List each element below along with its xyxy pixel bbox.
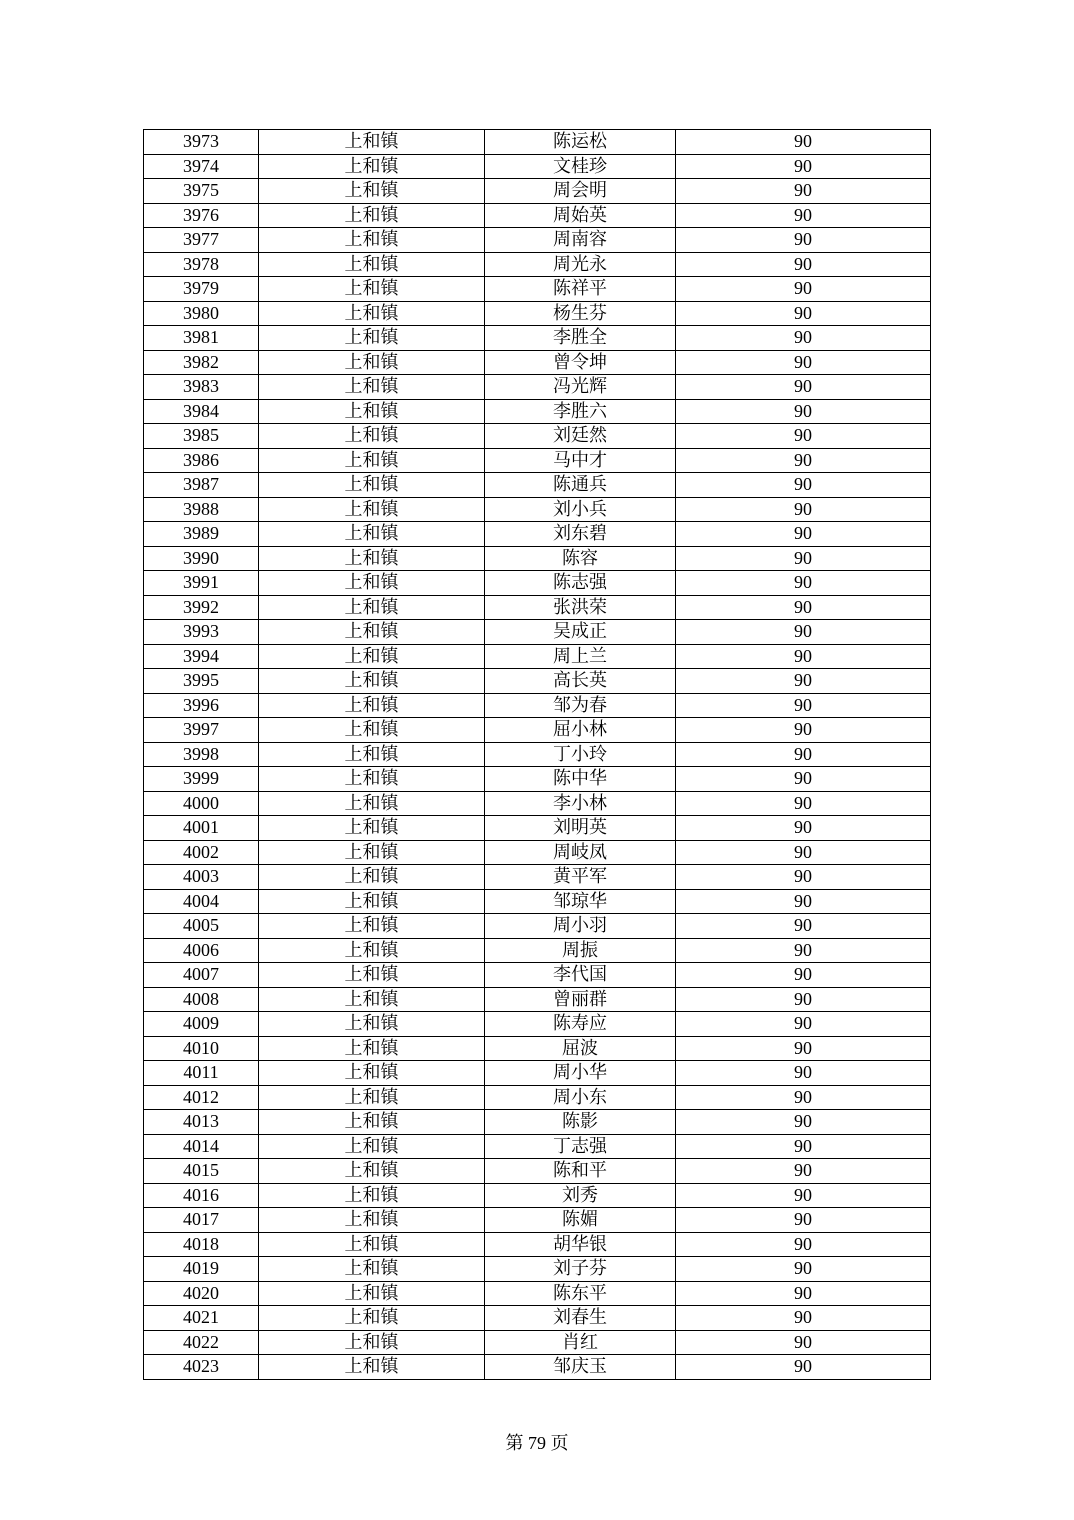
value-cell: 90 bbox=[676, 865, 931, 890]
town-cell: 上和镇 bbox=[259, 277, 485, 302]
name-cell: 周振 bbox=[485, 938, 676, 963]
value-cell: 90 bbox=[676, 497, 931, 522]
name-cell: 陈和平 bbox=[485, 1159, 676, 1184]
value-cell: 90 bbox=[676, 669, 931, 694]
name-cell: 陈寿应 bbox=[485, 1012, 676, 1037]
town-cell: 上和镇 bbox=[259, 1208, 485, 1233]
name-cell: 陈运松 bbox=[485, 130, 676, 155]
town-cell: 上和镇 bbox=[259, 179, 485, 204]
name-cell: 杨生芬 bbox=[485, 301, 676, 326]
table-row bbox=[144, 595, 931, 620]
town-cell: 上和镇 bbox=[259, 1036, 485, 1061]
town-cell: 上和镇 bbox=[259, 130, 485, 155]
name-cell: 周小羽 bbox=[485, 914, 676, 939]
town-cell: 上和镇 bbox=[259, 546, 485, 571]
value-cell: 90 bbox=[676, 375, 931, 400]
table-row bbox=[144, 154, 931, 179]
table-row bbox=[144, 1036, 931, 1061]
name-cell: 刘明英 bbox=[485, 816, 676, 841]
town-cell: 上和镇 bbox=[259, 522, 485, 547]
table-row bbox=[144, 546, 931, 571]
name-cell: 刘廷然 bbox=[485, 424, 676, 449]
row-number-cell: 4015 bbox=[144, 1159, 259, 1184]
value-cell: 90 bbox=[676, 154, 931, 179]
table-row bbox=[144, 1306, 931, 1331]
name-cell: 曾令坤 bbox=[485, 350, 676, 375]
name-cell: 陈影 bbox=[485, 1110, 676, 1135]
table-row bbox=[144, 228, 931, 253]
name-cell: 周岐凤 bbox=[485, 840, 676, 865]
town-cell: 上和镇 bbox=[259, 644, 485, 669]
row-number-cell: 4011 bbox=[144, 1061, 259, 1086]
name-cell: 周会明 bbox=[485, 179, 676, 204]
table-row bbox=[144, 1134, 931, 1159]
row-number-cell: 4019 bbox=[144, 1257, 259, 1282]
table-row bbox=[144, 644, 931, 669]
value-cell: 90 bbox=[676, 963, 931, 988]
table-row bbox=[144, 179, 931, 204]
name-cell: 周光永 bbox=[485, 252, 676, 277]
value-cell: 90 bbox=[676, 1355, 931, 1380]
table-row bbox=[144, 1257, 931, 1282]
name-cell: 屈小林 bbox=[485, 718, 676, 743]
row-number-cell: 3982 bbox=[144, 350, 259, 375]
row-number-cell: 4018 bbox=[144, 1232, 259, 1257]
town-cell: 上和镇 bbox=[259, 154, 485, 179]
value-cell: 90 bbox=[676, 473, 931, 498]
town-cell: 上和镇 bbox=[259, 448, 485, 473]
row-number-cell: 3986 bbox=[144, 448, 259, 473]
table-row bbox=[144, 1208, 931, 1233]
row-number-cell: 3990 bbox=[144, 546, 259, 571]
row-number-cell: 4003 bbox=[144, 865, 259, 890]
name-cell: 周南容 bbox=[485, 228, 676, 253]
name-cell: 张洪荣 bbox=[485, 595, 676, 620]
name-cell: 吴成正 bbox=[485, 620, 676, 645]
town-cell: 上和镇 bbox=[259, 252, 485, 277]
value-cell: 90 bbox=[676, 914, 931, 939]
town-cell: 上和镇 bbox=[259, 914, 485, 939]
value-cell: 90 bbox=[676, 620, 931, 645]
table-row bbox=[144, 424, 931, 449]
row-number-cell: 3999 bbox=[144, 767, 259, 792]
town-cell: 上和镇 bbox=[259, 987, 485, 1012]
row-number-cell: 4006 bbox=[144, 938, 259, 963]
town-cell: 上和镇 bbox=[259, 1061, 485, 1086]
row-number-cell: 4016 bbox=[144, 1183, 259, 1208]
town-cell: 上和镇 bbox=[259, 693, 485, 718]
table-row bbox=[144, 693, 931, 718]
name-cell: 黄平军 bbox=[485, 865, 676, 890]
value-cell: 90 bbox=[676, 1036, 931, 1061]
table-row bbox=[144, 938, 931, 963]
row-number-cell: 4012 bbox=[144, 1085, 259, 1110]
value-cell: 90 bbox=[676, 1306, 931, 1331]
row-number-cell: 3993 bbox=[144, 620, 259, 645]
name-cell: 周始英 bbox=[485, 203, 676, 228]
row-number-cell: 4008 bbox=[144, 987, 259, 1012]
row-number-cell: 3994 bbox=[144, 644, 259, 669]
table-row bbox=[144, 718, 931, 743]
value-cell: 90 bbox=[676, 767, 931, 792]
value-cell: 90 bbox=[676, 1281, 931, 1306]
table-row bbox=[144, 522, 931, 547]
table-row bbox=[144, 620, 931, 645]
value-cell: 90 bbox=[676, 203, 931, 228]
name-cell: 李胜六 bbox=[485, 399, 676, 424]
value-cell: 90 bbox=[676, 791, 931, 816]
town-cell: 上和镇 bbox=[259, 203, 485, 228]
table-row bbox=[144, 816, 931, 841]
value-cell: 90 bbox=[676, 130, 931, 155]
value-cell: 90 bbox=[676, 938, 931, 963]
table-row bbox=[144, 865, 931, 890]
table-row bbox=[144, 840, 931, 865]
row-number-cell: 3983 bbox=[144, 375, 259, 400]
name-cell: 陈容 bbox=[485, 546, 676, 571]
table-row bbox=[144, 326, 931, 351]
table-row bbox=[144, 571, 931, 596]
name-cell: 胡华银 bbox=[485, 1232, 676, 1257]
value-cell: 90 bbox=[676, 1232, 931, 1257]
name-cell: 邹庆玉 bbox=[485, 1355, 676, 1380]
value-cell: 90 bbox=[676, 1134, 931, 1159]
row-number-cell: 3977 bbox=[144, 228, 259, 253]
town-cell: 上和镇 bbox=[259, 301, 485, 326]
value-cell: 90 bbox=[676, 742, 931, 767]
town-cell: 上和镇 bbox=[259, 1355, 485, 1380]
table-row bbox=[144, 375, 931, 400]
value-cell: 90 bbox=[676, 987, 931, 1012]
value-cell: 90 bbox=[676, 350, 931, 375]
table-row bbox=[144, 1330, 931, 1355]
table-row bbox=[144, 277, 931, 302]
row-number-cell: 4021 bbox=[144, 1306, 259, 1331]
name-cell: 陈志强 bbox=[485, 571, 676, 596]
row-number-cell: 3975 bbox=[144, 179, 259, 204]
table-row bbox=[144, 1183, 931, 1208]
name-cell: 陈媚 bbox=[485, 1208, 676, 1233]
table-row bbox=[144, 963, 931, 988]
value-cell: 90 bbox=[676, 1085, 931, 1110]
row-number-cell: 3998 bbox=[144, 742, 259, 767]
value-cell: 90 bbox=[676, 840, 931, 865]
name-cell: 刘小兵 bbox=[485, 497, 676, 522]
name-cell: 陈祥平 bbox=[485, 277, 676, 302]
value-cell: 90 bbox=[676, 252, 931, 277]
row-number-cell: 4022 bbox=[144, 1330, 259, 1355]
town-cell: 上和镇 bbox=[259, 669, 485, 694]
row-number-cell: 4001 bbox=[144, 816, 259, 841]
name-cell: 周小东 bbox=[485, 1085, 676, 1110]
table-row bbox=[144, 1061, 931, 1086]
town-cell: 上和镇 bbox=[259, 1330, 485, 1355]
row-number-cell: 3989 bbox=[144, 522, 259, 547]
town-cell: 上和镇 bbox=[259, 963, 485, 988]
name-cell: 李代国 bbox=[485, 963, 676, 988]
value-cell: 90 bbox=[676, 1159, 931, 1184]
town-cell: 上和镇 bbox=[259, 326, 485, 351]
town-cell: 上和镇 bbox=[259, 1281, 485, 1306]
row-number-cell: 3996 bbox=[144, 693, 259, 718]
town-cell: 上和镇 bbox=[259, 350, 485, 375]
town-cell: 上和镇 bbox=[259, 375, 485, 400]
value-cell: 90 bbox=[676, 399, 931, 424]
town-cell: 上和镇 bbox=[259, 1159, 485, 1184]
value-cell: 90 bbox=[676, 1061, 931, 1086]
row-number-cell: 3987 bbox=[144, 473, 259, 498]
row-number-cell: 4017 bbox=[144, 1208, 259, 1233]
town-cell: 上和镇 bbox=[259, 1012, 485, 1037]
row-number-cell: 3974 bbox=[144, 154, 259, 179]
name-cell: 李小林 bbox=[485, 791, 676, 816]
row-number-cell: 4000 bbox=[144, 791, 259, 816]
row-number-cell: 3992 bbox=[144, 595, 259, 620]
town-cell: 上和镇 bbox=[259, 571, 485, 596]
name-cell: 冯光辉 bbox=[485, 375, 676, 400]
town-cell: 上和镇 bbox=[259, 1257, 485, 1282]
value-cell: 90 bbox=[676, 228, 931, 253]
table-row bbox=[144, 767, 931, 792]
name-cell: 刘子芬 bbox=[485, 1257, 676, 1282]
town-cell: 上和镇 bbox=[259, 791, 485, 816]
town-cell: 上和镇 bbox=[259, 1085, 485, 1110]
name-cell: 肖红 bbox=[485, 1330, 676, 1355]
name-cell: 丁小玲 bbox=[485, 742, 676, 767]
table-row bbox=[144, 914, 931, 939]
town-cell: 上和镇 bbox=[259, 938, 485, 963]
value-cell: 90 bbox=[676, 1208, 931, 1233]
value-cell: 90 bbox=[676, 718, 931, 743]
town-cell: 上和镇 bbox=[259, 816, 485, 841]
name-cell: 李胜全 bbox=[485, 326, 676, 351]
value-cell: 90 bbox=[676, 1012, 931, 1037]
town-cell: 上和镇 bbox=[259, 1110, 485, 1135]
row-number-cell: 3979 bbox=[144, 277, 259, 302]
name-cell: 陈通兵 bbox=[485, 473, 676, 498]
table-row bbox=[144, 1085, 931, 1110]
name-cell: 周小华 bbox=[485, 1061, 676, 1086]
row-number-cell: 3995 bbox=[144, 669, 259, 694]
row-number-cell: 3988 bbox=[144, 497, 259, 522]
data-table bbox=[143, 129, 931, 1380]
name-cell: 邹为春 bbox=[485, 693, 676, 718]
row-number-cell: 4007 bbox=[144, 963, 259, 988]
value-cell: 90 bbox=[676, 448, 931, 473]
name-cell: 屈波 bbox=[485, 1036, 676, 1061]
table-row bbox=[144, 889, 931, 914]
table-row bbox=[144, 1232, 931, 1257]
row-number-cell: 3991 bbox=[144, 571, 259, 596]
row-number-cell: 4023 bbox=[144, 1355, 259, 1380]
town-cell: 上和镇 bbox=[259, 1183, 485, 1208]
table-row bbox=[144, 497, 931, 522]
name-cell: 刘春生 bbox=[485, 1306, 676, 1331]
value-cell: 90 bbox=[676, 301, 931, 326]
name-cell: 高长英 bbox=[485, 669, 676, 694]
value-cell: 90 bbox=[676, 1330, 931, 1355]
row-number-cell: 3984 bbox=[144, 399, 259, 424]
town-cell: 上和镇 bbox=[259, 1232, 485, 1257]
name-cell: 周上兰 bbox=[485, 644, 676, 669]
value-cell: 90 bbox=[676, 522, 931, 547]
town-cell: 上和镇 bbox=[259, 889, 485, 914]
name-cell: 刘秀 bbox=[485, 1183, 676, 1208]
table-row bbox=[144, 252, 931, 277]
town-cell: 上和镇 bbox=[259, 620, 485, 645]
value-cell: 90 bbox=[676, 1257, 931, 1282]
table-row bbox=[144, 203, 931, 228]
table-row bbox=[144, 399, 931, 424]
town-cell: 上和镇 bbox=[259, 742, 485, 767]
town-cell: 上和镇 bbox=[259, 840, 485, 865]
name-cell: 丁志强 bbox=[485, 1134, 676, 1159]
table-row bbox=[144, 742, 931, 767]
table-row bbox=[144, 987, 931, 1012]
row-number-cell: 4009 bbox=[144, 1012, 259, 1037]
value-cell: 90 bbox=[676, 1110, 931, 1135]
value-cell: 90 bbox=[676, 571, 931, 596]
row-number-cell: 4005 bbox=[144, 914, 259, 939]
row-number-cell: 3978 bbox=[144, 252, 259, 277]
row-number-cell: 4002 bbox=[144, 840, 259, 865]
table-row bbox=[144, 791, 931, 816]
town-cell: 上和镇 bbox=[259, 497, 485, 522]
town-cell: 上和镇 bbox=[259, 767, 485, 792]
table-body bbox=[144, 130, 931, 1380]
table-row bbox=[144, 350, 931, 375]
row-number-cell: 4020 bbox=[144, 1281, 259, 1306]
row-number-cell: 3985 bbox=[144, 424, 259, 449]
value-cell: 90 bbox=[676, 644, 931, 669]
row-number-cell: 3973 bbox=[144, 130, 259, 155]
town-cell: 上和镇 bbox=[259, 424, 485, 449]
value-cell: 90 bbox=[676, 1183, 931, 1208]
value-cell: 90 bbox=[676, 179, 931, 204]
row-number-cell: 3997 bbox=[144, 718, 259, 743]
row-number-cell: 3980 bbox=[144, 301, 259, 326]
name-cell: 刘东碧 bbox=[485, 522, 676, 547]
table-row bbox=[144, 1012, 931, 1037]
value-cell: 90 bbox=[676, 816, 931, 841]
name-cell: 陈中华 bbox=[485, 767, 676, 792]
name-cell: 马中才 bbox=[485, 448, 676, 473]
value-cell: 90 bbox=[676, 595, 931, 620]
value-cell: 90 bbox=[676, 424, 931, 449]
town-cell: 上和镇 bbox=[259, 228, 485, 253]
name-cell: 邹琼华 bbox=[485, 889, 676, 914]
value-cell: 90 bbox=[676, 277, 931, 302]
page-number: 第 79 页 bbox=[505, 1433, 569, 1453]
name-cell: 陈东平 bbox=[485, 1281, 676, 1306]
value-cell: 90 bbox=[676, 693, 931, 718]
table-row bbox=[144, 301, 931, 326]
table-row bbox=[144, 1110, 931, 1135]
row-number-cell: 4013 bbox=[144, 1110, 259, 1135]
name-cell: 曾丽群 bbox=[485, 987, 676, 1012]
value-cell: 90 bbox=[676, 326, 931, 351]
town-cell: 上和镇 bbox=[259, 399, 485, 424]
row-number-cell: 4010 bbox=[144, 1036, 259, 1061]
table-row bbox=[144, 1355, 931, 1380]
town-cell: 上和镇 bbox=[259, 473, 485, 498]
row-number-cell: 3981 bbox=[144, 326, 259, 351]
table-row bbox=[144, 448, 931, 473]
table-row bbox=[144, 473, 931, 498]
value-cell: 90 bbox=[676, 889, 931, 914]
table-row bbox=[144, 130, 931, 155]
value-cell: 90 bbox=[676, 546, 931, 571]
town-cell: 上和镇 bbox=[259, 1306, 485, 1331]
table-row bbox=[144, 1159, 931, 1184]
town-cell: 上和镇 bbox=[259, 865, 485, 890]
row-number-cell: 4014 bbox=[144, 1134, 259, 1159]
table-row bbox=[144, 1281, 931, 1306]
table-row bbox=[144, 669, 931, 694]
town-cell: 上和镇 bbox=[259, 595, 485, 620]
town-cell: 上和镇 bbox=[259, 1134, 485, 1159]
row-number-cell: 4004 bbox=[144, 889, 259, 914]
row-number-cell: 3976 bbox=[144, 203, 259, 228]
name-cell: 文桂珍 bbox=[485, 154, 676, 179]
town-cell: 上和镇 bbox=[259, 718, 485, 743]
